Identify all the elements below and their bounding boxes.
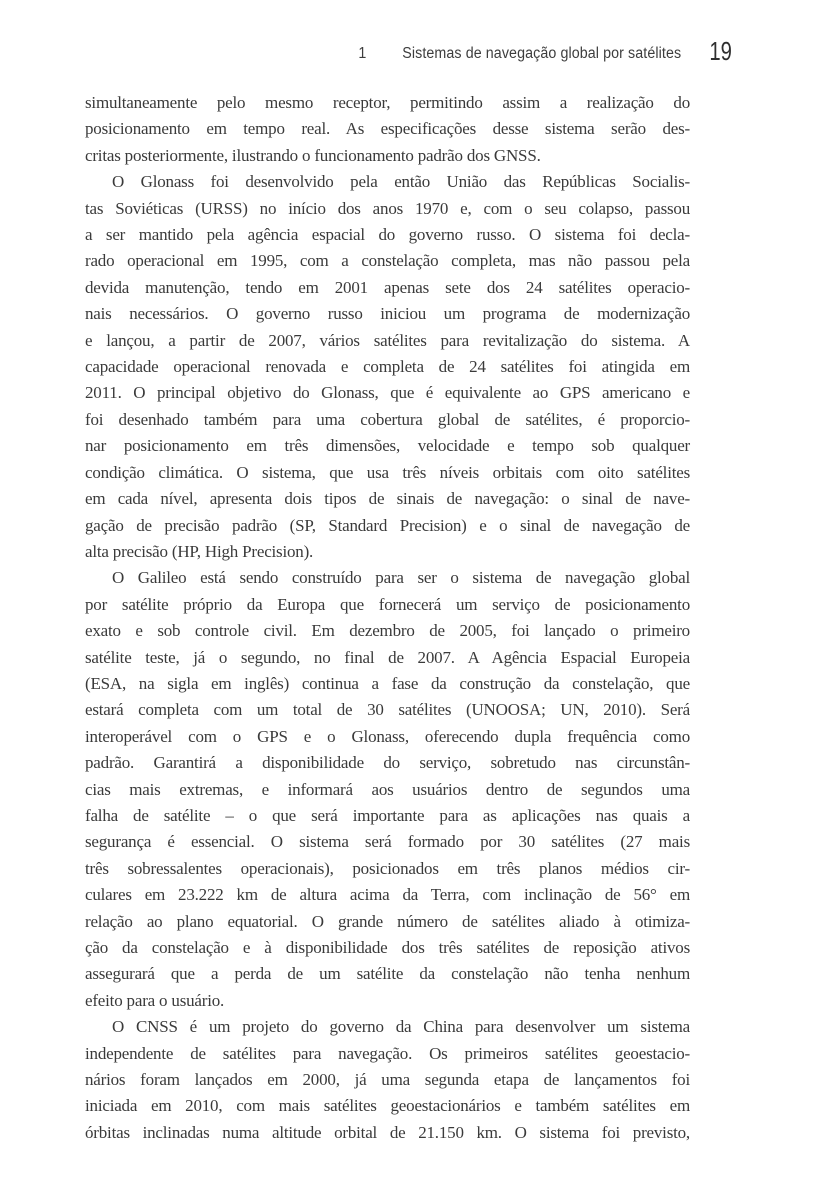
text-line: alta precisão (HP, High Precision).	[85, 541, 314, 561]
text-line: ção da constelação e à disponibilidade dos três satélites de reposição ativos	[85, 938, 690, 957]
text-line: rado operacional em 1995, com a constelação completa, mas não passou pela	[85, 251, 690, 271]
text-line: por satélite próprio da Europa que fornecerá um serviço de posicionamento	[85, 594, 690, 614]
text-line: 2011. O principal objetivo do Glonass, que é equivalente ao GPS americano e	[85, 383, 690, 403]
running-header	[358, 34, 732, 65]
text-line: e lançou, a partir de 2007, vários satélites para revitalização do sistema. A	[85, 330, 690, 350]
text-line: nar posicionamento em três dimensões, velocidade e tempo sob qualquer	[85, 436, 690, 456]
text-line: independente de satélites para navegação. Os primeiros satélites geoestacio-	[85, 1043, 690, 1063]
text-line: segurança é essencial. O sistema será formado por 30 satélites (27 mais	[85, 832, 690, 852]
text-block	[85, 90, 690, 1146]
text-line: gação de precisão padrão (SP, Standard Precision) e o sinal de navegação de	[85, 515, 690, 535]
text-line: iniciada em 2010, com mais satélites geoestacionários e também satélites em	[85, 1096, 690, 1116]
text-line: O CNSS é um projeto do governo da China para desenvolver um sistema	[112, 1017, 690, 1037]
text-line: condição climática. O sistema, que usa três níveis orbitais com oito satélites	[85, 462, 690, 482]
text-line: três sobressalentes operacionais), posicionados em três planos médios cir-	[85, 858, 690, 878]
chapter-number: 1	[358, 45, 367, 62]
text-line: falha de satélite – o que será importante para as aplicações nas quais a	[85, 805, 690, 825]
text-line: foi desenhado também para uma cobertura global de satélites, é proporcio-	[85, 409, 690, 429]
text-line: interoperável com o GPS e o Glonass, oferecendo dupla frequência como	[85, 726, 690, 746]
paragraph	[85, 1014, 690, 1146]
text-line: relação ao plano equatorial. O grande número de satélites aliado à otimiza-	[85, 911, 690, 931]
page-number: 19	[709, 36, 732, 66]
text-line: exato e sob controle civil. Em dezembro de 2005, foi lançado o primeiro	[85, 621, 690, 641]
text-line: a ser mantido pela agência espacial do governo russo. O sistema foi decla-	[85, 225, 690, 245]
text-line: nais necessários. O governo russo iniciou um programa de modernização	[85, 304, 690, 324]
text-line: critas posteriormente, ilustrando o funcionamento padrão dos GNSS.	[85, 145, 541, 165]
text-line: efeito para o usuário.	[85, 990, 225, 1010]
text-line: O Galileo está sendo construído para ser o sistema de navegação global	[112, 568, 690, 588]
paragraph	[85, 565, 690, 1014]
text-line: satélite teste, já o segundo, no final de 2007. A Agência Espacial Europeia	[85, 647, 690, 667]
paragraph	[85, 90, 690, 169]
text-line: tas Soviéticas (URSS) no início dos anos 1970 e, com o seu colapso, passou	[85, 198, 690, 218]
paragraph	[85, 169, 690, 565]
text-line: (ESA, na sigla em inglês) continua a fase da construção da constelação, que	[85, 673, 690, 693]
text-line: O Glonass foi desenvolvido pela então União das Repúblicas Socialis-	[112, 172, 690, 192]
text-line: cias mais extremas, e informará aos usuários dentro de segundos uma	[85, 779, 690, 799]
text-line: nários foram lançados em 2000, já uma segunda etapa de lançamentos foi	[85, 1070, 690, 1090]
text-line: devida manutenção, tendo em 2001 apenas sete dos 24 satélites operacio-	[85, 277, 690, 297]
chapter-title: Sistemas de navegação global por satélites	[402, 45, 682, 62]
text-line: assegurará que a perda de um satélite da constelação não tenha nenhum	[85, 964, 690, 984]
text-line: posicionamento em tempo real. As especificações desse sistema serão des-	[85, 119, 690, 139]
text-line: órbitas inclinadas numa altitude orbital de 21.150 km. O sistema foi previsto,	[85, 1122, 690, 1142]
text-line: em cada nível, apresenta dois tipos de sinais de navegação: o sinal de nave-	[85, 489, 690, 509]
text-line: simultaneamente pelo mesmo receptor, permitindo assim a realização do	[85, 93, 690, 112]
text-line: capacidade operacional renovada e completa de 24 satélites foi atingida em	[85, 357, 690, 377]
text-line: padrão. Garantirá a disponibilidade do serviço, sobretudo nas circunstân-	[85, 753, 690, 773]
text-line: estará completa com um total de 30 satélites (UNOOSA; UN, 2010). Será	[85, 700, 690, 720]
text-line: culares em 23.222 km de altura acima da Terra, com inclinação de 56° em	[85, 885, 690, 905]
